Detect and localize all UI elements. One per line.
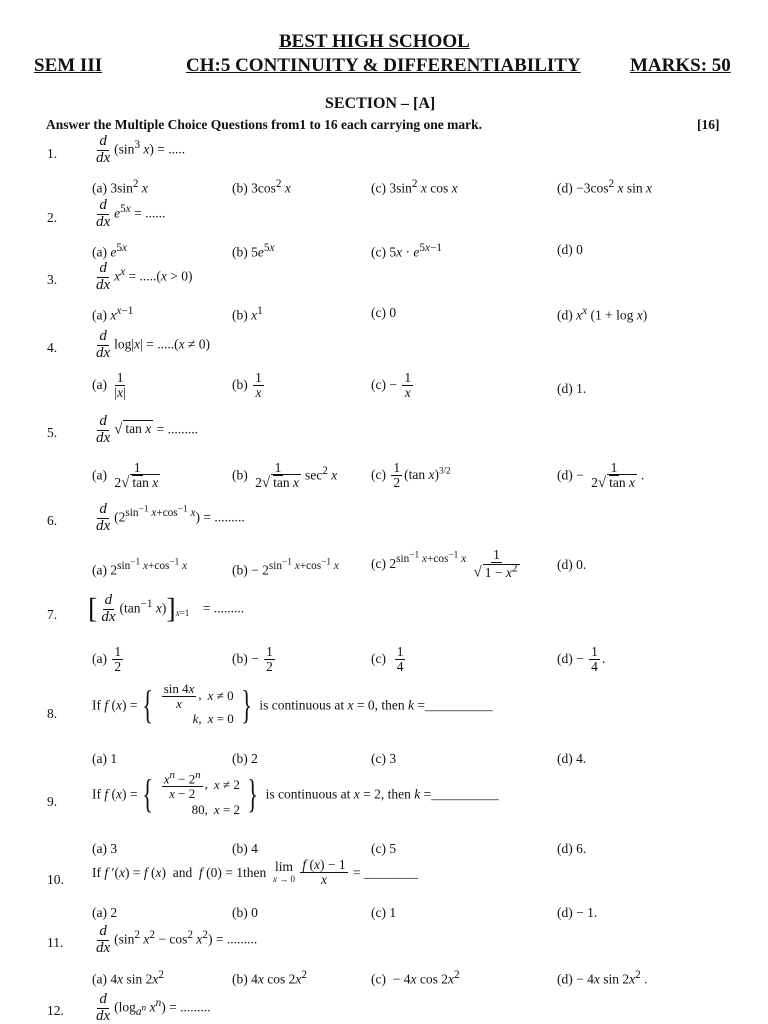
question-6-option-a: (a) $2^{sin^{-1} x+cos^{-1} x}$	[92, 557, 188, 578]
question-2-stem: $\frac{d}{dx}$ $e^{5x}$ = ......	[96, 197, 166, 230]
question-7-option-a: (a) $\frac{1}{2}$	[92, 644, 122, 675]
question-8-option-b: (b) 2	[232, 751, 258, 766]
chapter-title: CH:5 CONTINUITY & DIFFERENTIABILITY	[186, 55, 581, 76]
question-11-stem: $\frac{d}{dx}$ ($\sin^2$ $x^2 - \cos^2 x^2$) = .........	[96, 923, 258, 956]
question-5-number: 5.	[47, 425, 58, 440]
question-1-option-c: (c) $3\sin^2$ x cos x	[371, 178, 458, 196]
question-8-option-c: (c) 3	[371, 751, 397, 766]
question-5-stem: $\frac{d}{dx}$ √ tan x = .........	[96, 413, 199, 446]
question-9-option-b: (b) 4	[232, 841, 258, 856]
question-1-option-d: $(d) -3\cos^2$ x sin x	[557, 178, 652, 196]
question-6-number: 6.	[47, 513, 58, 528]
question-7-option-b: (b) − $\frac{1}{2}$	[232, 644, 273, 675]
question-2-option-d: (d) 0	[557, 242, 583, 257]
question-9-number: 9.	[47, 794, 58, 809]
question-3-stem: $\frac{d}{dx}$ $x^x = .....(x > 0)$	[96, 260, 193, 293]
question-4-option-d: (d) 1.	[557, 381, 587, 396]
question-11-number: 11.	[47, 935, 64, 950]
question-7-option-d: (d) − $\frac{1}{4}$ .	[557, 644, 606, 675]
question-3-option-a: (a) $x^{x-1}$	[92, 305, 134, 323]
question-11-option-b: (b) 4x $\cos 2x^2$	[232, 969, 307, 987]
question-3-option-b: (b) $x^1$	[232, 305, 263, 323]
question-3-number: 3.	[47, 272, 58, 287]
question-7-stem: [ $\frac{d}{dx}$ ($\tan^{-1}$ $x)]_{x=1}$ = .........	[88, 592, 245, 625]
question-2-option-b: (b) $5e^{5x}$	[232, 242, 275, 260]
question-1-number: 1.	[47, 146, 58, 161]
question-10-stem: If f ′(x) = f (x) and f (0) = 1then lim x → 0 $\frac{f (x) - 1}{x}$ = ________	[92, 857, 418, 888]
question-1-stem: $\frac{d}{dx}$ ($\sin^3$ x) = .....	[96, 133, 186, 166]
question-9-option-a: (a) 3	[92, 841, 118, 856]
question-4-number: 4.	[47, 340, 58, 355]
question-6-stem: $\frac{d}{dx}$ $(2^{sin^{-1} x+cos^{-1} x})$ = .........	[96, 501, 245, 534]
question-10-number: 10.	[47, 872, 64, 887]
question-5-option-d: (d) − $\frac{1}{\text{2√ tan x}}$ .	[557, 460, 645, 492]
question-10-option-d: (d) − 1.	[557, 905, 598, 920]
question-5-option-c: (c) $\frac{1}{2}$ (tan x)$^{3/2}$	[371, 460, 451, 491]
question-4-option-b: (b) $\frac{1}{x}$	[232, 370, 262, 401]
question-5-option-b: (b) $\frac{1}{\text{2√ tan x}}$ $\sec^2 x$	[232, 460, 338, 492]
question-4-option-a: (a) $\frac{1}{|x|}$	[92, 370, 126, 401]
question-8-stem: If f (x) = { $\frac{\sin 4x}{x}$ , x ≠ 0 k, x = 0 } is continuous at x = 0, then k =__________	[92, 681, 493, 728]
section-instruction: Answer the Multiple Choice Questions from1 to 16 each carrying one mark.	[46, 117, 482, 132]
question-8-option-a: (a) 1	[92, 751, 118, 766]
question-1-option-b: (b) $3\cos^2$ x	[232, 178, 291, 196]
question-12-stem: $\frac{d}{dx}$ ($\log_{a^n}$ $x^n$) = .........	[96, 991, 211, 1024]
question-9-option-d: (d) 6.	[557, 841, 587, 856]
question-10-option-b: (b) 0	[232, 905, 258, 920]
question-9-stem: If f (x) = { $\frac{x^n - 2^n}{x - 2}$ , x ≠ 2 80, x = 2 } is continuous at x = 2, then k =__________	[92, 769, 499, 817]
question-4-option-c: (c) − $\frac{1}{x}$	[371, 370, 412, 401]
question-6-option-c: (c) $2^{sin^{-1} x+cos^{-1} x}$ $\frac{1}{√ 1 - x^2}$	[371, 547, 518, 581]
question-5-option-a: (a) $\frac{1}{\text{2√ tan x}}$	[92, 460, 159, 492]
semester-label: SEM III	[34, 55, 103, 76]
question-3-option-c: (c) 0	[371, 305, 397, 320]
question-11-option-a: (a) 4x $\sin 2x^2$	[92, 969, 164, 987]
section-marks: [16]	[697, 117, 720, 132]
question-3-option-d: (d) $x^x$ (1 + log x)	[557, 305, 648, 323]
question-8-number: 8.	[47, 706, 58, 721]
question-12-number: 12.	[47, 1003, 64, 1018]
question-6-option-d: (d) 0.	[557, 557, 587, 572]
question-2-option-a: (a) $e^{5x}$	[92, 242, 127, 260]
question-10-option-a: (a) 2	[92, 905, 118, 920]
question-2-option-c: (c) $5x \cdot e^{5x-1}$	[371, 242, 442, 260]
question-9-option-c: (c) 5	[371, 841, 397, 856]
question-4-stem: $\frac{d}{dx}$ log|x| = .....(x ≠ 0)	[96, 328, 210, 361]
question-7-number: 7.	[47, 607, 58, 622]
total-marks: MARKS: 50	[630, 55, 731, 76]
question-2-number: 2.	[47, 210, 58, 225]
school-name: BEST HIGH SCHOOL	[279, 31, 470, 52]
question-7-option-c: (c) $\frac{1}{4}$	[371, 644, 404, 675]
question-1-option-a: (a) $3\sin^2$ x	[92, 178, 148, 196]
question-11-option-c: (c) − 4x $\cos 2x^2$	[371, 969, 460, 987]
question-6-option-b: $(b) - 2^{sin^{-1} x+cos^{-1} x}$	[232, 557, 339, 578]
question-10-option-c: (c) 1	[371, 905, 397, 920]
question-8-option-d: (d) 4.	[557, 751, 587, 766]
question-11-option-d: (d) − 4x $\sin 2x^2$ .	[557, 969, 648, 987]
section-title: SECTION – [A]	[325, 95, 436, 112]
